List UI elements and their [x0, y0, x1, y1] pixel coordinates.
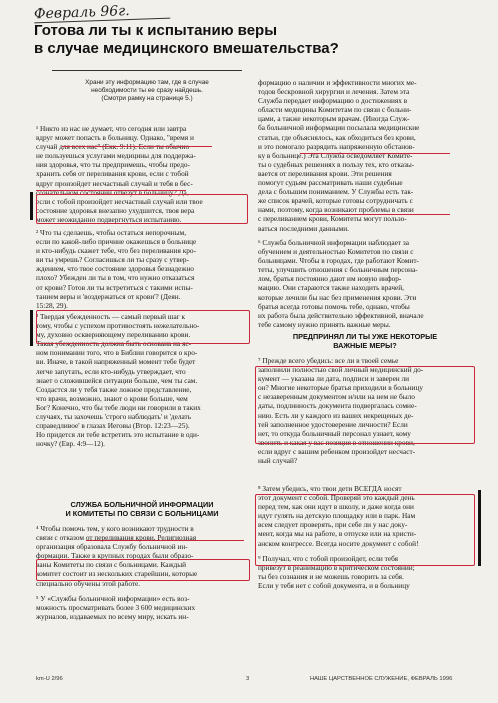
red-underline	[86, 540, 244, 541]
text-line: больницами. Чтобы в городах, где работают Комит-	[258, 256, 419, 266]
text-line: если вдруг с вашим ребенком произойдет несчаст-	[258, 446, 416, 456]
margin-marker-bar	[478, 490, 481, 566]
page-number: 3	[246, 676, 250, 682]
text-line: специально обучены этой работе.	[36, 578, 141, 588]
text-line: тебе самому нужно принять важные меры.	[258, 319, 391, 329]
text-line: идут гулять на детскую площадку или в парк. Нам	[258, 511, 416, 521]
margin-marker-bar	[30, 192, 33, 220]
text-line: от крови? Готов ли ты встретиться с такими испы-	[36, 282, 193, 292]
text-line: Если у тебя нет с собой документа, и в больницу	[258, 581, 410, 591]
text-line: вается от переливания крови. Эти решения	[258, 168, 392, 178]
text-line: ви ты умрешь? Согласишься ли ты сразу с утвер-	[36, 255, 189, 265]
text-line: легче запутать, если кто-нибудь утверждает, что	[36, 366, 186, 376]
text-line: ⁷ Прежде всего убедись: все ли в твоей семье	[258, 356, 399, 365]
text-line: цами, а также некоторым врачам. (Иногда Служ-	[258, 114, 410, 124]
text-line: ви. Иначе, в такой напряженный момент тебе будет	[36, 357, 196, 367]
text-line: лом, братья постоянно дают им новую инфор-	[258, 274, 402, 284]
text-line: которые лечили бы нас без применения крови. Эти	[258, 292, 417, 302]
text-line: состояние здоровья внезапно ухудшится, твоя вера	[36, 205, 195, 215]
handwritten-date-note: Февраль 96г.	[34, 2, 170, 24]
text-line: их работа была действительно эффективной, вначале	[258, 310, 424, 320]
text-line: ждением, что твое состояние здоровья безнадежно	[36, 264, 194, 274]
text-line: ² Что ты сделаешь, чтобы остаться непорочным,	[36, 228, 187, 237]
text-line: заполнили полностью свой личный медицинский до-	[258, 365, 424, 375]
red-underline	[62, 146, 212, 147]
text-line: звонить и какая у вас позиция в отношении крови,	[258, 437, 415, 447]
text-line: Бог? Конечно, что бы тебе люди ни говорили в таких	[36, 402, 201, 412]
text-line: ный случай?	[258, 456, 298, 466]
text-line: случай для всех нас" (Екк. 9:11). Если ты обычно	[36, 142, 190, 152]
text-line: даты, подлинность документа подвергалась сомне-	[258, 401, 417, 411]
text-line: можность просматривать более 3 600 медицинских	[36, 603, 196, 613]
text-line: и кто-нибудь скажет тебе, что без переливания кро-	[36, 246, 196, 256]
paragraph-5	[36, 594, 248, 621]
text-line: кумент — указана ли дата, подписи и заверен ли	[258, 374, 410, 384]
text-line: этот документ с собой. Проверяй это каждый день	[258, 493, 415, 503]
text-line: танием веры и 'воздержаться от крови'? (Деян.	[36, 291, 181, 301]
paragraph-7	[258, 356, 472, 465]
text-line: с незаверенным документом и/или на нем не было	[258, 392, 415, 402]
text-line: Создастся ли у тебя также ложное представление,	[36, 384, 192, 394]
text-line: мацию. Они стараются также находить врачей,	[258, 283, 404, 293]
text-line: может неожиданно подвергнуться испытанию.	[36, 214, 182, 224]
text-line: мент, когда мы на работе, в отпуске или на христи-	[258, 529, 417, 539]
intro-note: Храни эту информацию там, где в случае необходимости ты ее сразу найдешь. (Смотри рамку на странице 5.)	[52, 70, 242, 103]
text-line: ⁸ Затем убедись, что твои дети ВСЕГДА носят	[258, 484, 402, 493]
text-line: ночку? (Евр. 4:9—12).	[36, 439, 105, 449]
text-line: вдруг может попасть в больницу. Однако, "время и	[36, 133, 194, 143]
text-line: области медицины Комитетам по связи с больни-	[258, 105, 412, 115]
red-underline	[36, 190, 186, 191]
text-line: ном понимании того, что в Библии говорится о кро-	[36, 348, 198, 358]
text-line: Служба передает информацию о достижениях в	[258, 96, 408, 106]
page-title: Готова ли ты к испытанию веры в случае медицинского вмешательства?	[34, 22, 339, 57]
text-line: нет, то откуда больничный персонал узнает, кому	[258, 428, 411, 438]
text-line: случаях, ты захочешь 'строго наблюдать' и 'делать	[36, 412, 192, 422]
text-line: сознательном состоянии отвезут в больницу? Да,	[36, 187, 189, 197]
paragraph-6	[258, 238, 472, 329]
text-line: если с тобой произойдет несчастный случай или твое	[36, 196, 203, 206]
text-line: ³ Твердая убежденность — самый первый шаг к	[36, 312, 186, 321]
text-line: ку в больнице.) Эта Служба осведомляет Комите-	[258, 150, 413, 160]
text-line: ты о судебных решениях в пользу тех, кто отказы-	[258, 159, 415, 169]
text-line: комитет состоит из нескольких старейшин, которые	[36, 569, 198, 579]
text-line: с переливанием крови, Комитеты могут пользо-	[258, 214, 407, 224]
text-line: вдруг произойдет несчастный случай и тебя в бес-	[36, 178, 193, 188]
text-line: анском конгрессе. Всегда носите документ с собой!	[258, 538, 419, 548]
text-line: му, духовно оскверняющему переливанию крови.	[36, 330, 191, 340]
text-line: 15:28, 29).	[36, 300, 68, 310]
text-line: тодов бескровной хирургии и лечения. Затем эта	[258, 87, 410, 97]
text-line: ⁹ Получал, что с тобой произойдет, если тебя	[258, 554, 398, 563]
red-underline	[310, 214, 450, 215]
text-line: всем следует проверять, при себе ли у нас доку-	[258, 520, 408, 530]
text-line: хранить себя от переливания крови, если с тобой	[36, 169, 189, 179]
red-underline	[300, 153, 450, 154]
text-line: ваны Комитеты по связи с больницами. Каждый	[36, 560, 187, 570]
text-line: нию. Есть ли у каждого из ваших некрещеных де-	[258, 410, 414, 420]
text-line: нами, поэтому, когда возникают проблемы в связи	[258, 205, 414, 215]
text-line: ¹ Никто из нас не думает, что сегодня или завтра	[36, 124, 187, 133]
text-line: помогут судьям рассматривать наши судебные	[258, 178, 403, 188]
text-line: ⁴ Чтобы помочь тем, у кого возникают трудности в	[36, 524, 194, 533]
text-line: теты, улучшить отношения с больничным персона-	[258, 265, 418, 275]
text-line: он? Многие некоторые братья приходили в больницу	[258, 383, 424, 393]
paragraph-2	[36, 228, 248, 310]
text-line: справедливое' в глазах Иеговы (Втор. 12:23—25).	[36, 421, 190, 431]
text-line: организация образовала Службу больничной ин-	[36, 542, 188, 552]
text-line: журналов, издаваемых по всему миру, искать ин-	[36, 612, 189, 622]
margin-marker-bar	[30, 310, 33, 346]
paragraph-5-continued	[258, 78, 472, 233]
paragraph-1	[36, 124, 248, 224]
text-line: братья всегда готовы помочь тебе, однако, чтобы	[258, 301, 410, 311]
paragraph-9	[258, 554, 472, 590]
section-heading-important-steps: ПРЕДПРИНЯЛ ЛИ ТЫ УЖЕ НЕКОТОРЫЕ ВАЖНЫЕ МЕРЫ?	[292, 332, 438, 350]
text-line: знает о сложившейся ситуации больше, чем ты сам.	[36, 375, 198, 385]
text-line: ния здоровья, что ты предпримешь, чтобы предо-	[36, 160, 190, 170]
text-line: же список врачей, которые готовы сотрудничать с	[258, 196, 413, 206]
text-line: Такая убежденность должна быть основана на яс-	[36, 339, 192, 349]
publication-name: НАШЕ ЦАРСТВЕННОЕ СЛУЖЕНИЕ, ФЕВРАЛЬ 1996	[310, 676, 453, 682]
text-line: ⁵ У «Службы больничной информации» есть воз-	[36, 594, 190, 603]
text-line: ба больничной информации посылала медицинские	[258, 123, 420, 133]
text-line: привезут в реанимацию в критическом состоянии;	[258, 563, 415, 573]
paragraph-3	[36, 312, 248, 448]
text-line: формации. Также в крупных городах были образо-	[36, 551, 194, 561]
footer-code: km-U 2/96	[36, 676, 63, 682]
text-line: Но придется ли тебе встретить это испытание в оди-	[36, 430, 200, 440]
section-heading-hospital-info: СЛУЖБА БОЛЬНИЧНОЙ ИНФОРМАЦИИ И КОМИТЕТЫ ПО СВЯЗИ С БОЛЬНИЦАМИ	[65, 500, 219, 518]
text-line: ⁶ Служба больничной информации наблюдает за	[258, 238, 409, 247]
text-line: ваться последними данными.	[258, 223, 349, 233]
text-line: плохо? Убежден ли ты в том, что нужно отказаться	[36, 273, 195, 283]
text-line: ты без сознания и не можешь говорить за себя.	[258, 572, 404, 582]
text-line: тей заполненное удостоверение личности? Если	[258, 419, 408, 429]
text-line: статьи, где объяснялось, как обходиться без крови,	[258, 132, 416, 142]
paragraph-8	[258, 484, 472, 548]
paragraph-4	[36, 524, 248, 588]
text-line: перед тем, как они идут в школу, и даже когда они	[258, 502, 414, 512]
text-line: что врачи, возможно, знают о крови больше, чем	[36, 393, 188, 403]
text-line: формацию о наличии и эффективности многих ме-	[258, 78, 417, 87]
text-line: не пользуешься услугами медицины для поддержа-	[36, 151, 196, 161]
text-line: тому, чтобы с успехом противостоять нежелательно-	[36, 321, 200, 331]
text-line: связи с отказом от переливания крови, Религиозная	[36, 533, 197, 543]
text-line: и это помогало разрядить напряженную обстанов-	[258, 141, 415, 151]
text-line: если по какой-либо причине окажешься в больнице	[36, 237, 197, 247]
text-line: обучением и деятельностью Комитетов по связи с	[258, 247, 414, 257]
text-line: дела с большим пониманием. У Службы есть так-	[258, 187, 414, 197]
